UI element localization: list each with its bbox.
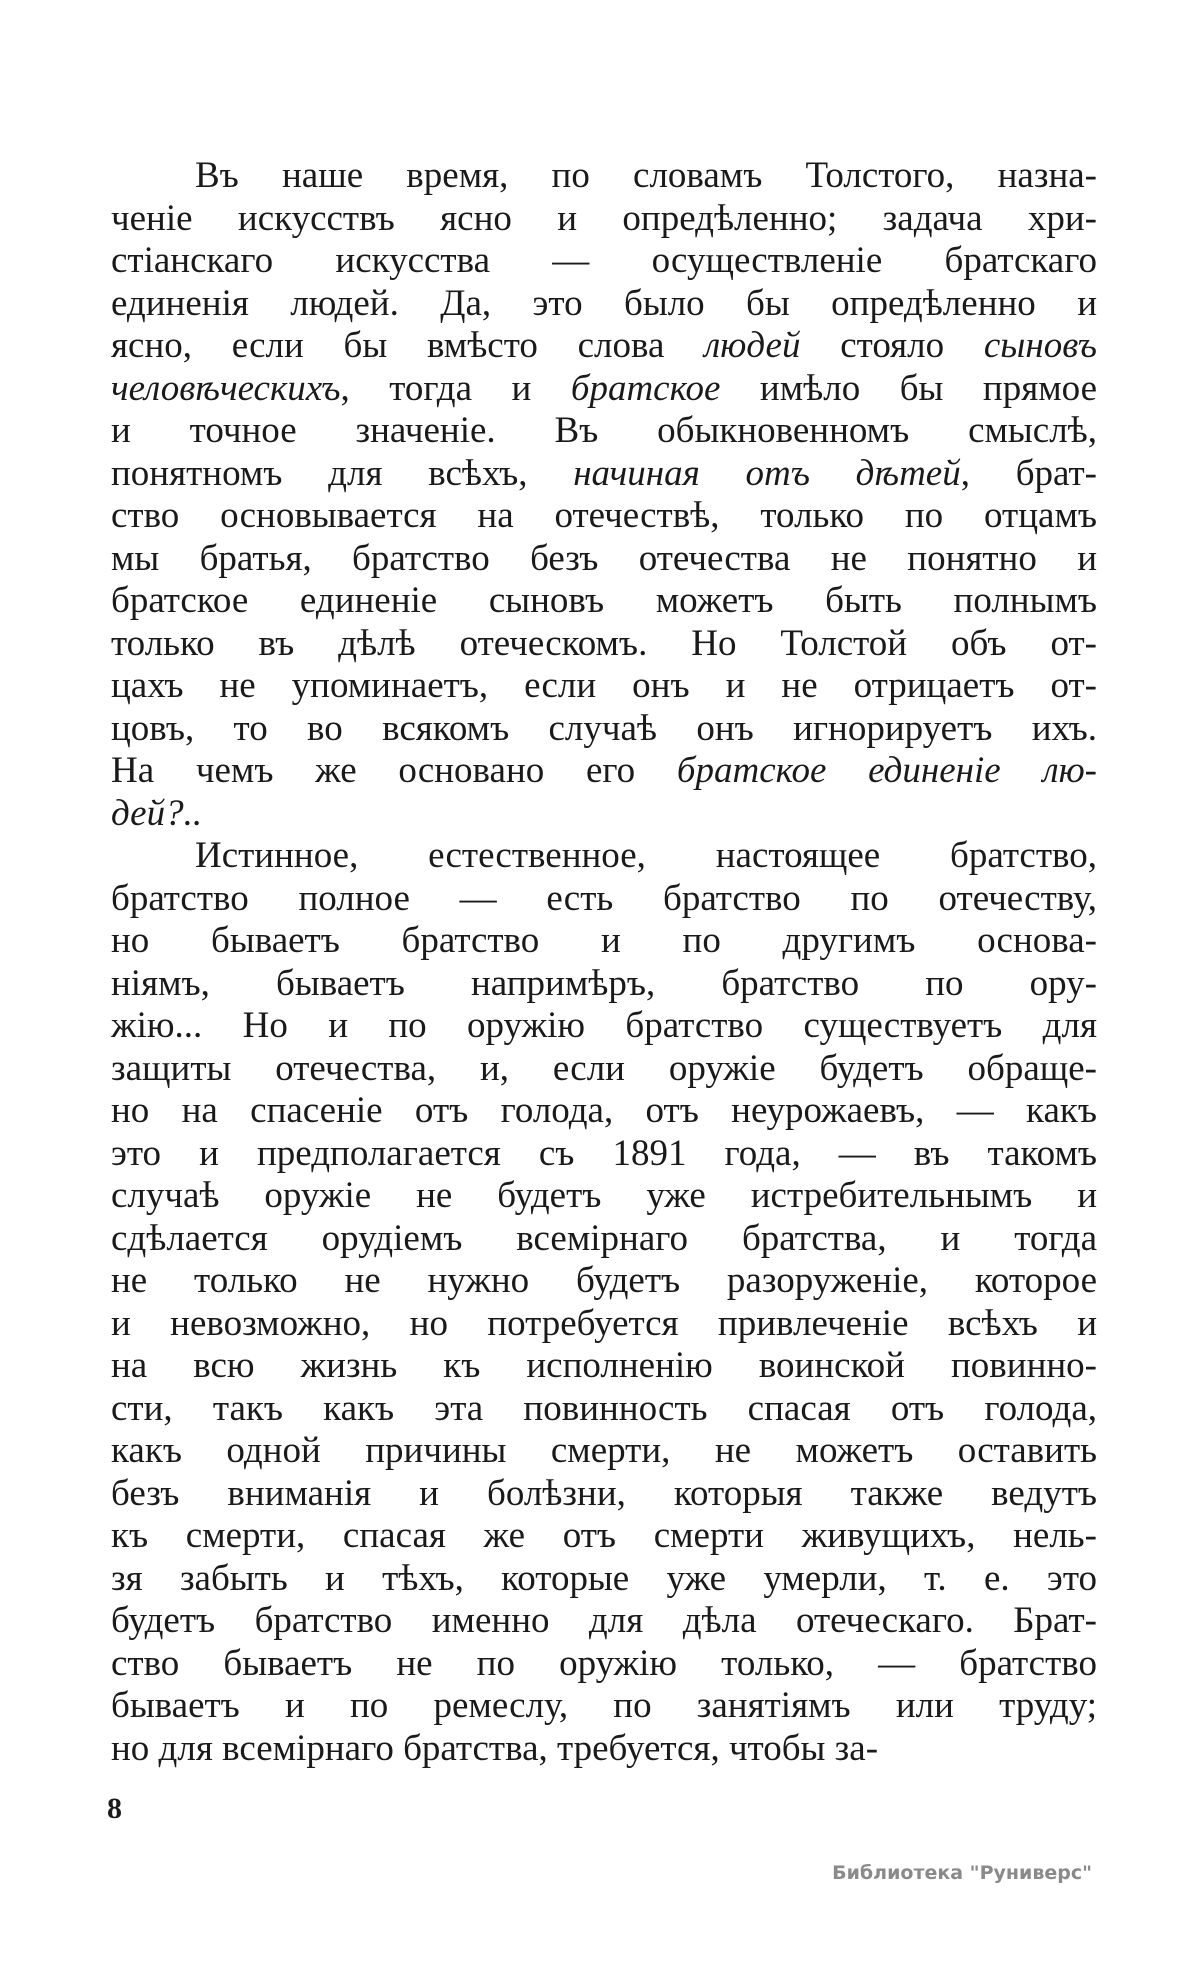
text-segment: безъ вниманія и болѣзни, которыя также ведутъ xyxy=(111,1472,1097,1514)
text-segment: не только не нужно будетъ разоруженіе, которое xyxy=(111,1260,1097,1301)
text-segment: но на спасеніе отъ голода, отъ неурожаевъ, — какъ xyxy=(111,1090,1097,1131)
text-segment: ніямъ, бываетъ напримѣръ, братство по ору- xyxy=(111,962,1097,1004)
text-line xyxy=(111,1260,1097,1303)
text-line xyxy=(111,878,1097,921)
text-segment: братство полное — есть братство по отечеству, xyxy=(111,877,1097,919)
text-line xyxy=(111,410,1097,453)
text-segment: къ смерти, спасая же отъ смерти живущихъ, нель- xyxy=(111,1515,1097,1556)
text-segment: ство бываетъ не по оружію только, — братство xyxy=(111,1642,1097,1684)
text-line xyxy=(111,1303,1097,1346)
text-segment: защиты отечества, и, если оружіе будетъ обраще- xyxy=(111,1047,1097,1089)
text-line xyxy=(111,1218,1097,1261)
text-line xyxy=(111,665,1097,708)
text-line xyxy=(111,1048,1097,1091)
text-line xyxy=(111,835,1097,878)
text-line xyxy=(111,1558,1097,1601)
text-line xyxy=(111,1600,1097,1643)
text-line xyxy=(111,750,1097,793)
text-line xyxy=(111,963,1097,1006)
text-line xyxy=(111,198,1097,241)
text-segment: случаѣ оружіе не будетъ уже истребительнымъ и xyxy=(111,1175,1097,1216)
text-line xyxy=(111,1430,1097,1473)
text-segment: но бываетъ братство и по другимъ основа- xyxy=(111,920,1097,961)
text-line xyxy=(111,495,1097,538)
text-segment: мы братья, братство безъ отечества не понятно и xyxy=(111,537,1097,579)
text-line xyxy=(111,240,1097,283)
text-line xyxy=(111,580,1097,623)
italic-text: братское xyxy=(570,367,721,409)
text-segment: На чемъ же основано его xyxy=(111,750,677,791)
text-line xyxy=(111,1090,1097,1133)
text-line xyxy=(111,1345,1097,1388)
text-segment: жію... Но и по оружію братство существуетъ для xyxy=(111,1005,1097,1046)
text-segment: , брат- xyxy=(960,452,1097,494)
italic-text: дей?.. xyxy=(111,792,203,834)
text-segment: и невозможно, но потребуется привлеченіе всѣхъ и xyxy=(111,1302,1097,1344)
text-segment: цовъ, то во всякомъ случаѣ онъ игнорируетъ ихъ. xyxy=(111,707,1097,749)
text-line xyxy=(111,1175,1097,1218)
text-line xyxy=(111,920,1097,963)
text-line xyxy=(111,283,1097,326)
paragraph-2 xyxy=(111,835,1097,1770)
text-line xyxy=(111,1005,1097,1048)
text-segment: будетъ братство именно для дѣла отеческаго. Брат- xyxy=(111,1600,1097,1641)
text-line xyxy=(111,325,1097,368)
text-column xyxy=(111,155,1097,1770)
paragraph-1 xyxy=(111,155,1097,835)
text-segment: на всю жизнь къ исполненію воинской повинно- xyxy=(111,1345,1097,1386)
text-segment: единенія людей. Да, это было бы опредѣленно и xyxy=(111,282,1097,324)
text-line xyxy=(111,708,1097,751)
page-number: 8 xyxy=(107,1792,122,1825)
italic-text: человѣческихъ xyxy=(111,367,341,409)
text-segment: зя забыть и тѣхъ, которые уже умерли, т. е. это xyxy=(111,1557,1097,1599)
text-segment: сти, такъ какъ эта повинность спасая отъ голода, xyxy=(111,1387,1097,1429)
text-line xyxy=(111,1728,1097,1771)
italic-text: начиная отъ дѣтей xyxy=(573,452,961,494)
text-line xyxy=(111,1515,1097,1558)
text-line xyxy=(111,1685,1097,1728)
text-segment: ство основывается на отечествѣ, только по отцамъ xyxy=(111,495,1097,536)
text-line xyxy=(111,1133,1097,1176)
text-segment: какъ одной причины смерти, не можетъ оставить xyxy=(111,1430,1097,1471)
library-watermark: Библиотека "Руниверс" xyxy=(832,1862,1092,1884)
text-line xyxy=(111,368,1097,411)
text-segment: стояло xyxy=(800,325,984,366)
text-line xyxy=(111,453,1097,496)
text-line xyxy=(111,1388,1097,1431)
text-line xyxy=(111,155,1097,198)
text-segment: сдѣлается орудіемъ всеміpнаго братства, и тогда xyxy=(111,1217,1097,1259)
text-segment: стіанскаго искусства — осуществленіе братскаго xyxy=(111,240,1097,281)
text-segment: ченіе искусствъ ясно и опредѣленно; задача хри- xyxy=(111,197,1097,239)
italic-text: людей xyxy=(704,325,801,366)
text-segment: понятномъ для всѣхъ, xyxy=(111,452,574,494)
text-segment: бываетъ и по ремеслу, по занятіямъ или труду; xyxy=(111,1685,1097,1726)
italic-text: сыновъ xyxy=(983,325,1097,366)
text-line xyxy=(111,1643,1097,1686)
text-line xyxy=(111,1473,1097,1516)
italic-text: братское единеніе лю- xyxy=(676,750,1097,791)
text-segment: но для всеміpнаго братства, требуется, чтобы за- xyxy=(111,1727,879,1769)
text-segment: , тогда и xyxy=(340,367,571,409)
text-segment: имѣло бы прямое xyxy=(720,367,1097,409)
text-segment: только въ дѣлѣ отеческомъ. Но Толстой объ от- xyxy=(111,622,1097,664)
text-segment: и точное значеніе. Въ обыкновенномъ смыслѣ, xyxy=(111,410,1097,451)
text-line xyxy=(111,793,1097,836)
text-line xyxy=(111,538,1097,581)
text-segment: это и предполагается съ 1891 года, — въ такомъ xyxy=(111,1132,1097,1174)
text-segment: цахъ не упоминаетъ, если онъ и не отрицаетъ от- xyxy=(111,665,1097,706)
text-segment: Въ наше время, по словамъ Толстого, назна- xyxy=(195,155,1097,196)
text-segment: Истинное, естественное, настоящее братство, xyxy=(195,835,1097,876)
text-segment: ясно, если бы вмѣсто слова xyxy=(111,325,705,366)
text-segment: братское единеніе сыновъ можетъ быть полнымъ xyxy=(111,580,1097,621)
text-line xyxy=(111,623,1097,666)
